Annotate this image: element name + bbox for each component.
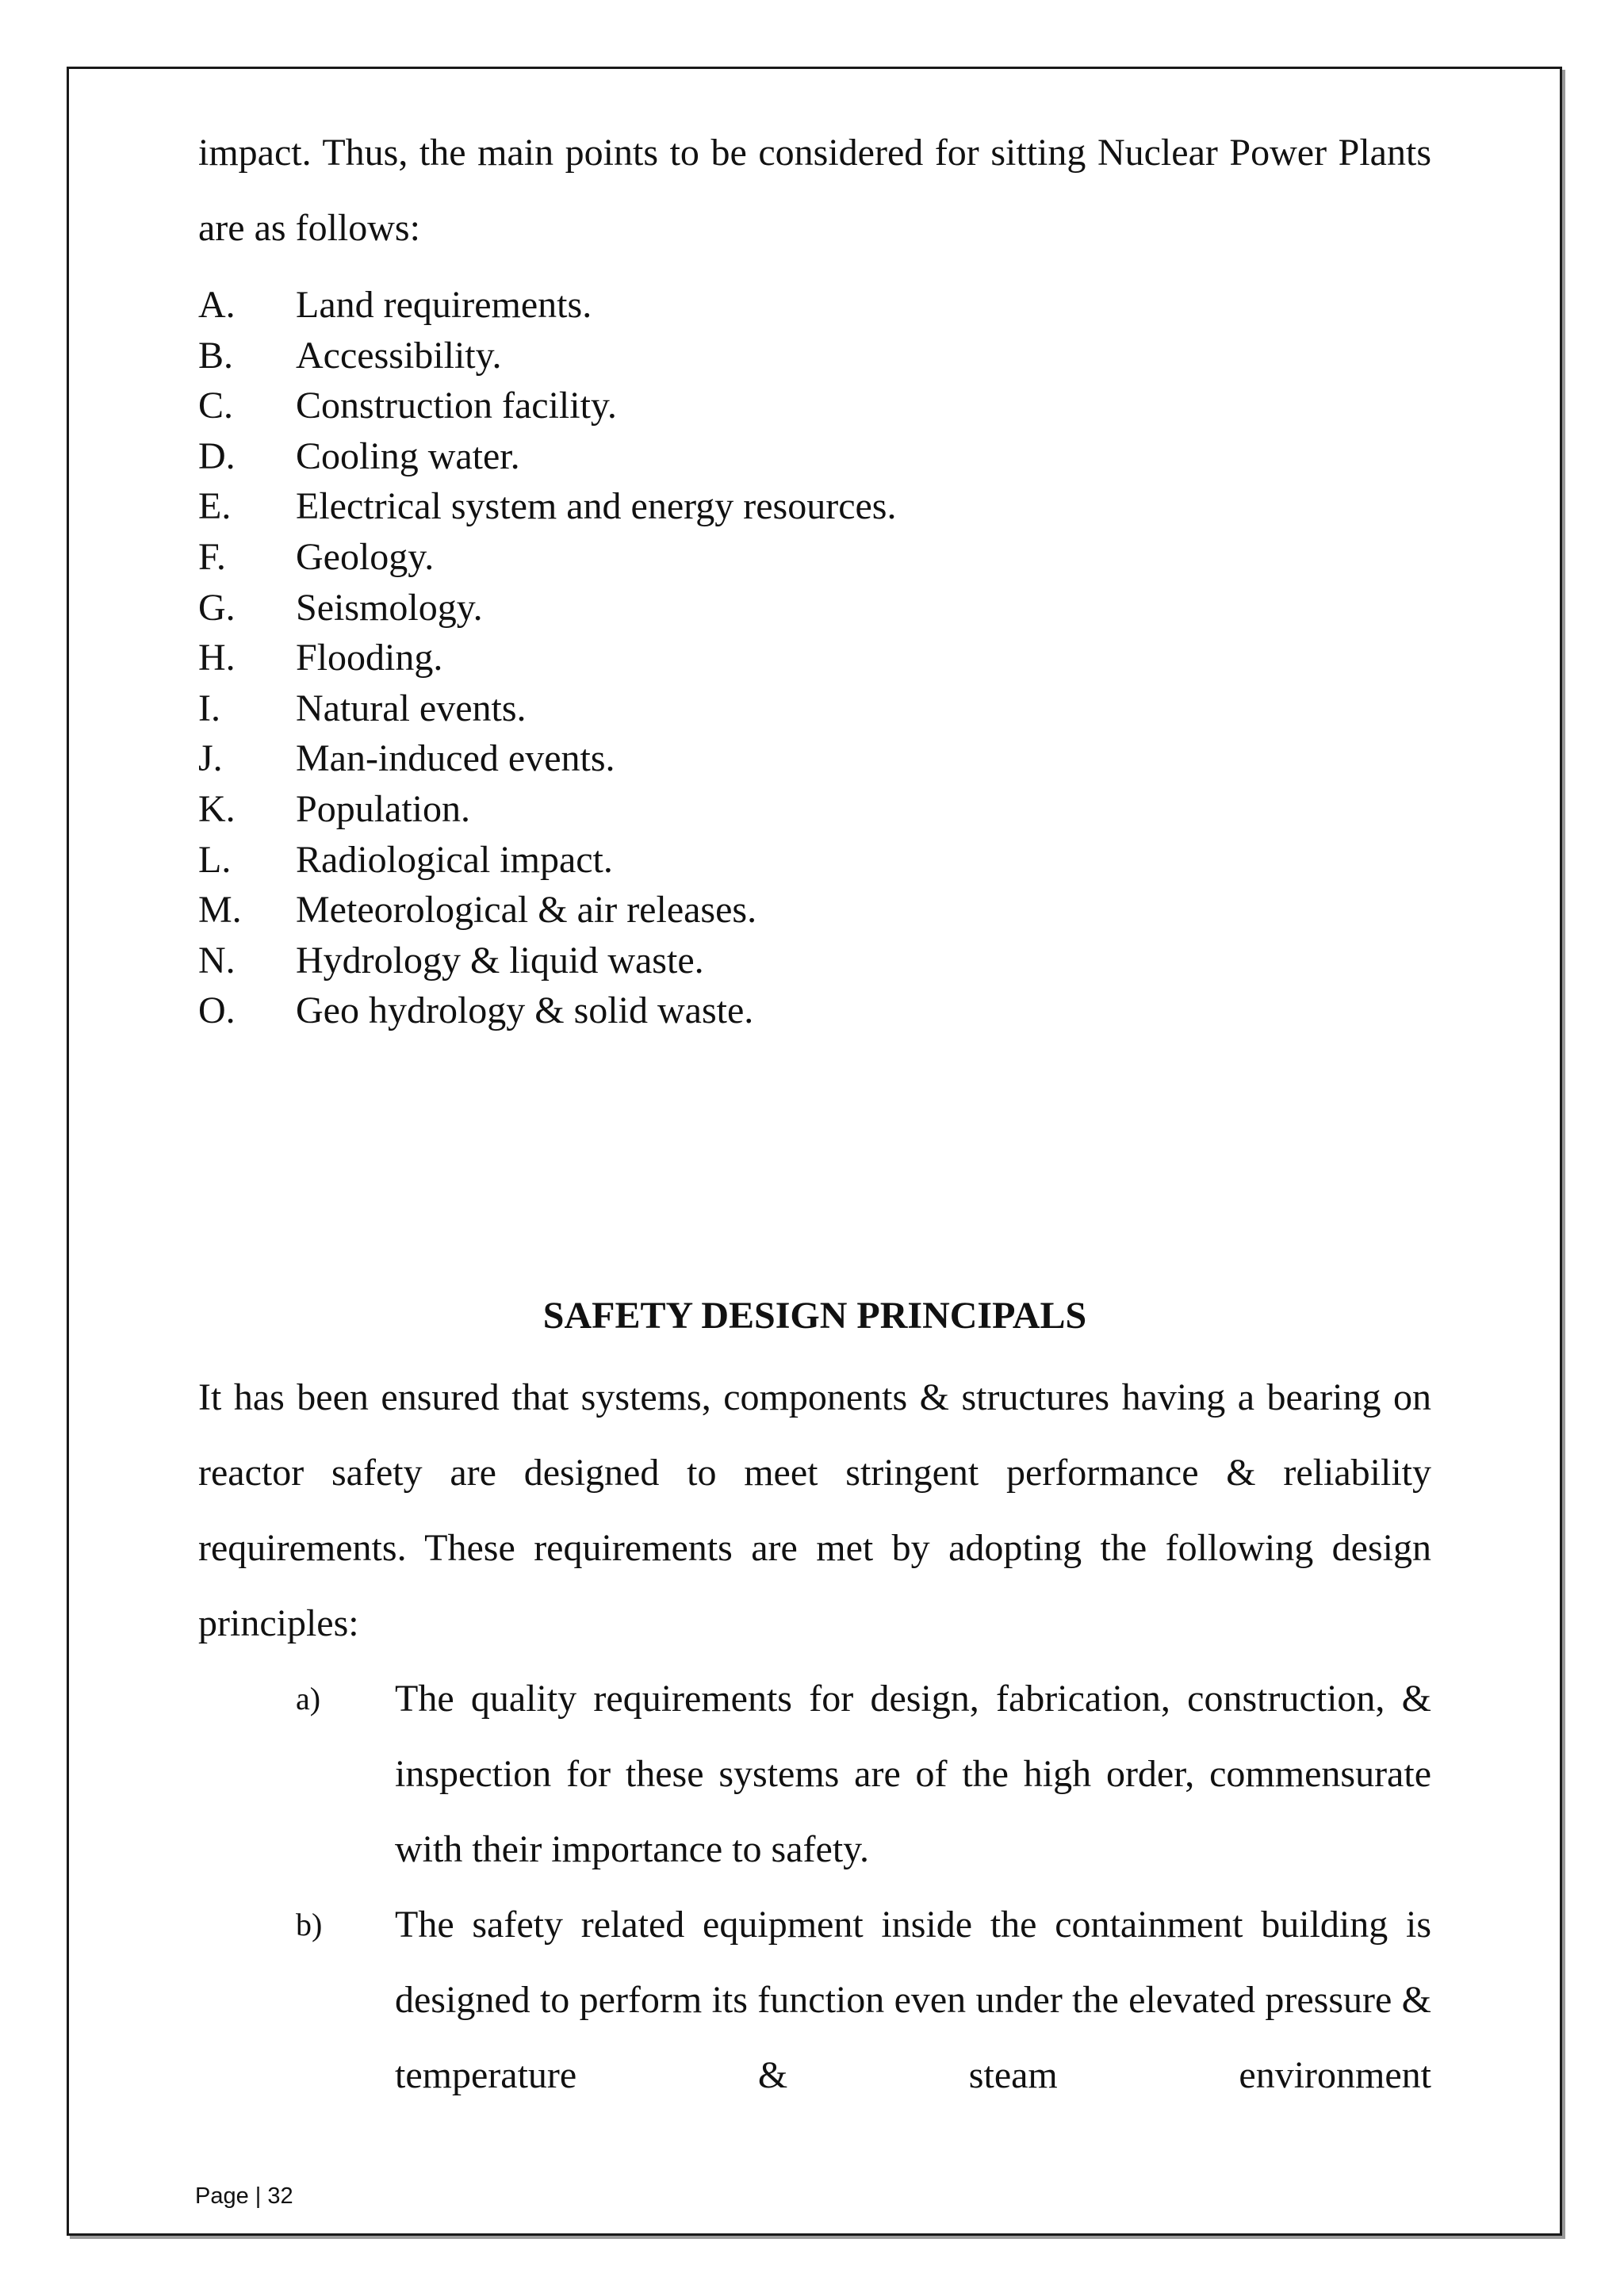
list-item-letter: E. [198, 485, 232, 528]
list-item-letter: O. [198, 989, 236, 1032]
principle-item [198, 1661, 1431, 1887]
list-item-text: Radiological impact. [296, 838, 613, 881]
principle-item [198, 1887, 1431, 2113]
list-item-letter: I. [198, 687, 220, 729]
safety-intro-paragraph: It has been ensured that systems, components & structures having a bearing on reactor safety are designed to meet stringent performance & reliability requirements. These requirements are met by adopting the following design principles: [198, 1376, 1431, 1644]
list-item [198, 381, 1431, 431]
list-item-letter: A. [198, 284, 236, 326]
list-item-letter: F. [198, 535, 226, 578]
list-item-letter: M. [198, 889, 242, 932]
principle-text: The quality requirements for design, fabrication, construction, & inspection for these systems are of the high order, commensurate with their importance to safety. [395, 1678, 1431, 1870]
list-item-text: Flooding. [296, 637, 443, 679]
list-item-text: Construction facility. [296, 385, 617, 427]
list-item [198, 633, 1431, 683]
list-item-text: Seismology. [296, 586, 483, 629]
list-item-letter: G. [198, 586, 236, 629]
siting-points-list [198, 280, 1431, 1036]
page-content [198, 115, 1431, 1036]
list-item-text: Land requirements. [296, 284, 592, 326]
list-item-text: Electrical system and energy resources. [296, 485, 897, 528]
section-heading: SAFETY DESIGN PRINCIPALS [542, 1295, 1087, 1337]
list-item-text: Accessibility. [296, 334, 502, 377]
principle-label: a) [296, 1681, 321, 1716]
principle-label: b) [296, 1907, 323, 1942]
list-item-text: Cooling water. [296, 434, 520, 477]
list-item [198, 985, 1431, 1036]
list-item [198, 733, 1431, 784]
list-item-letter: N. [198, 939, 236, 982]
list-item-text: Geo hydrology & solid waste. [296, 989, 754, 1032]
list-item [198, 936, 1431, 986]
list-item [198, 481, 1431, 532]
list-item [198, 885, 1431, 936]
list-item-letter: K. [198, 787, 236, 830]
list-item-letter: J. [198, 737, 223, 780]
list-item [198, 532, 1431, 583]
list-item [198, 331, 1431, 381]
list-item-letter: H. [198, 637, 236, 679]
list-item [198, 784, 1431, 835]
list-item-letter: B. [198, 334, 234, 377]
list-item-text: Geology. [296, 535, 435, 578]
safety-section [198, 1360, 1431, 2113]
list-item-text: Population. [296, 787, 471, 830]
list-item-text: Hydrology & liquid waste. [296, 939, 704, 982]
list-item [198, 683, 1431, 734]
list-item-letter: L. [198, 838, 232, 881]
list-item-text: Meteorological & air releases. [296, 889, 757, 932]
list-item-text: Man-induced events. [296, 737, 615, 780]
list-item-letter: D. [198, 434, 236, 477]
intro-paragraph: impact. Thus, the main points to be considered for sitting Nuclear Power Plants are as follows: [198, 132, 1431, 249]
list-item-text: Natural events. [296, 687, 527, 729]
list-item-letter: C. [198, 385, 234, 427]
design-principles-list [198, 1661, 1431, 2113]
principle-text: The safety related equipment inside the containment building is designed to perform its function even under the elevated pressure & temperature & steam environment [395, 1904, 1431, 2096]
page-number: Page | 32 [195, 2183, 293, 2209]
list-item [198, 583, 1431, 633]
list-item [198, 431, 1431, 482]
list-item [198, 280, 1431, 331]
list-item [198, 835, 1431, 886]
